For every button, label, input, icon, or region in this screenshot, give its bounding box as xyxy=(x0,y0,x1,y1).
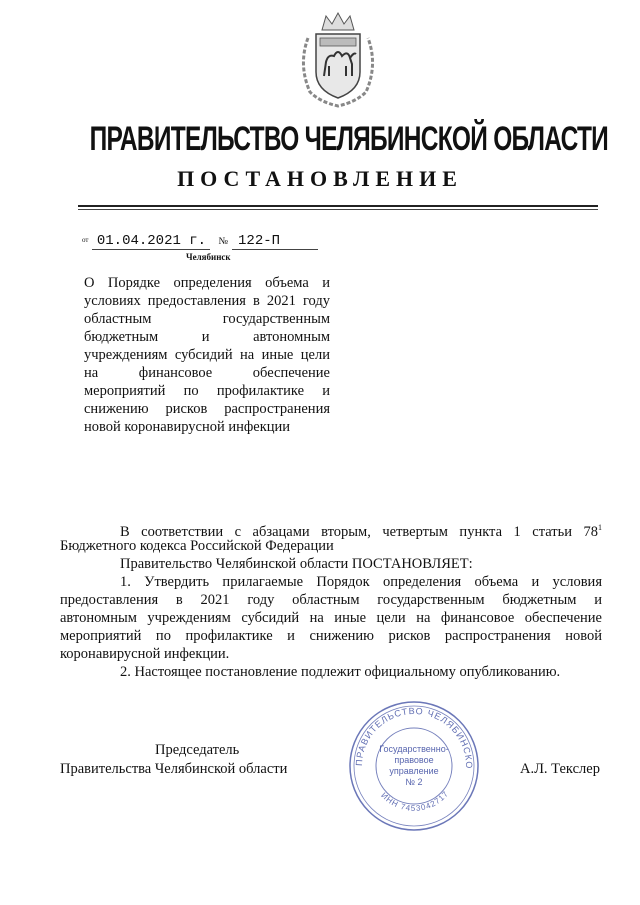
signer-position-line-1: Председатель xyxy=(155,742,240,758)
header-rule-top xyxy=(78,205,598,207)
stamp-inner-line: № 2 xyxy=(405,777,423,787)
stamp-inner-line: Государственно- xyxy=(379,744,449,754)
body-intro-text: В соответствии с абзацами вторым, четвертым пункта 1 статьи 78 xyxy=(120,523,598,540)
header-rule-bottom xyxy=(78,209,598,210)
document-date: 01.04.2021 г. xyxy=(92,233,210,250)
paragraph-1-line: коронавирусной инфекции. xyxy=(60,646,230,662)
subject-line: учреждениям субсидий на иные цели xyxy=(84,347,330,363)
subject-line: условиях предоставления в 2021 году xyxy=(84,293,330,309)
date-prefix: от xyxy=(82,236,89,245)
number-sign: № xyxy=(218,236,229,247)
body-resolves-line: Правительство Челябинской области ПОСТАНОВЛЯЕТ: xyxy=(120,556,473,572)
document-subject xyxy=(84,274,330,436)
signer-position-line-2: Правительства Челябинской области xyxy=(60,761,288,777)
stamp-bottom-text: ИНН 7453042717 xyxy=(379,789,451,813)
subject-line: на финансовое обеспечение xyxy=(84,365,330,381)
date-number-row xyxy=(82,233,318,250)
stamp-outer-text: ПРАВИТЕЛЬСТВО ЧЕЛЯБИНСКО xyxy=(353,705,475,770)
city: Челябинск xyxy=(186,252,231,262)
paragraph-2: 2. Настоящее постановление подлежит официальному опубликованию. xyxy=(120,664,561,680)
body-intro-line-2: Бюджетного кодекса Российской Федерации xyxy=(60,538,334,554)
stamp-inner-line: управление xyxy=(389,766,439,776)
document-type: ПОСТАНОВЛЕНИЕ xyxy=(177,166,463,191)
paragraph-1-line: автономным учреждениям субсидий на иные цели на финансовое обеспечение xyxy=(60,610,602,626)
paragraph-1-line: мероприятий по профилактике и снижению рисков распространения новой xyxy=(60,628,602,644)
signer-name: А.Л. Текслер xyxy=(520,761,600,777)
official-stamp xyxy=(346,698,482,834)
subject-line: снижению рисков распространения xyxy=(84,401,330,417)
subject-line: новой коронавирусной инфекции xyxy=(84,419,291,435)
government-title: ПРАВИТЕЛЬСТВО ЧЕЛЯБИНСКОЙ ОБЛАСТИ xyxy=(89,120,609,158)
coat-of-arms-icon xyxy=(296,10,380,108)
subject-line: О Порядке определения объема и xyxy=(84,275,330,291)
document-number: 122-П xyxy=(232,233,318,250)
paragraph-1-line: 1. Утвердить прилагаемые Порядок определения объема и условия xyxy=(120,574,602,590)
subject-line: мероприятий по профилактике и xyxy=(84,383,330,399)
paragraph-1-line: предоставления в 2021 году областным государственным бюджетным и xyxy=(60,592,602,608)
stamp-inner-line: правовое xyxy=(394,755,434,765)
svg-text:ИНН 7453042717 xyxy=(379,789,450,813)
subject-line: областным государственным xyxy=(84,311,330,327)
subject-line: бюджетным и автономным xyxy=(84,329,330,345)
article-superscript: 1 xyxy=(598,523,602,532)
